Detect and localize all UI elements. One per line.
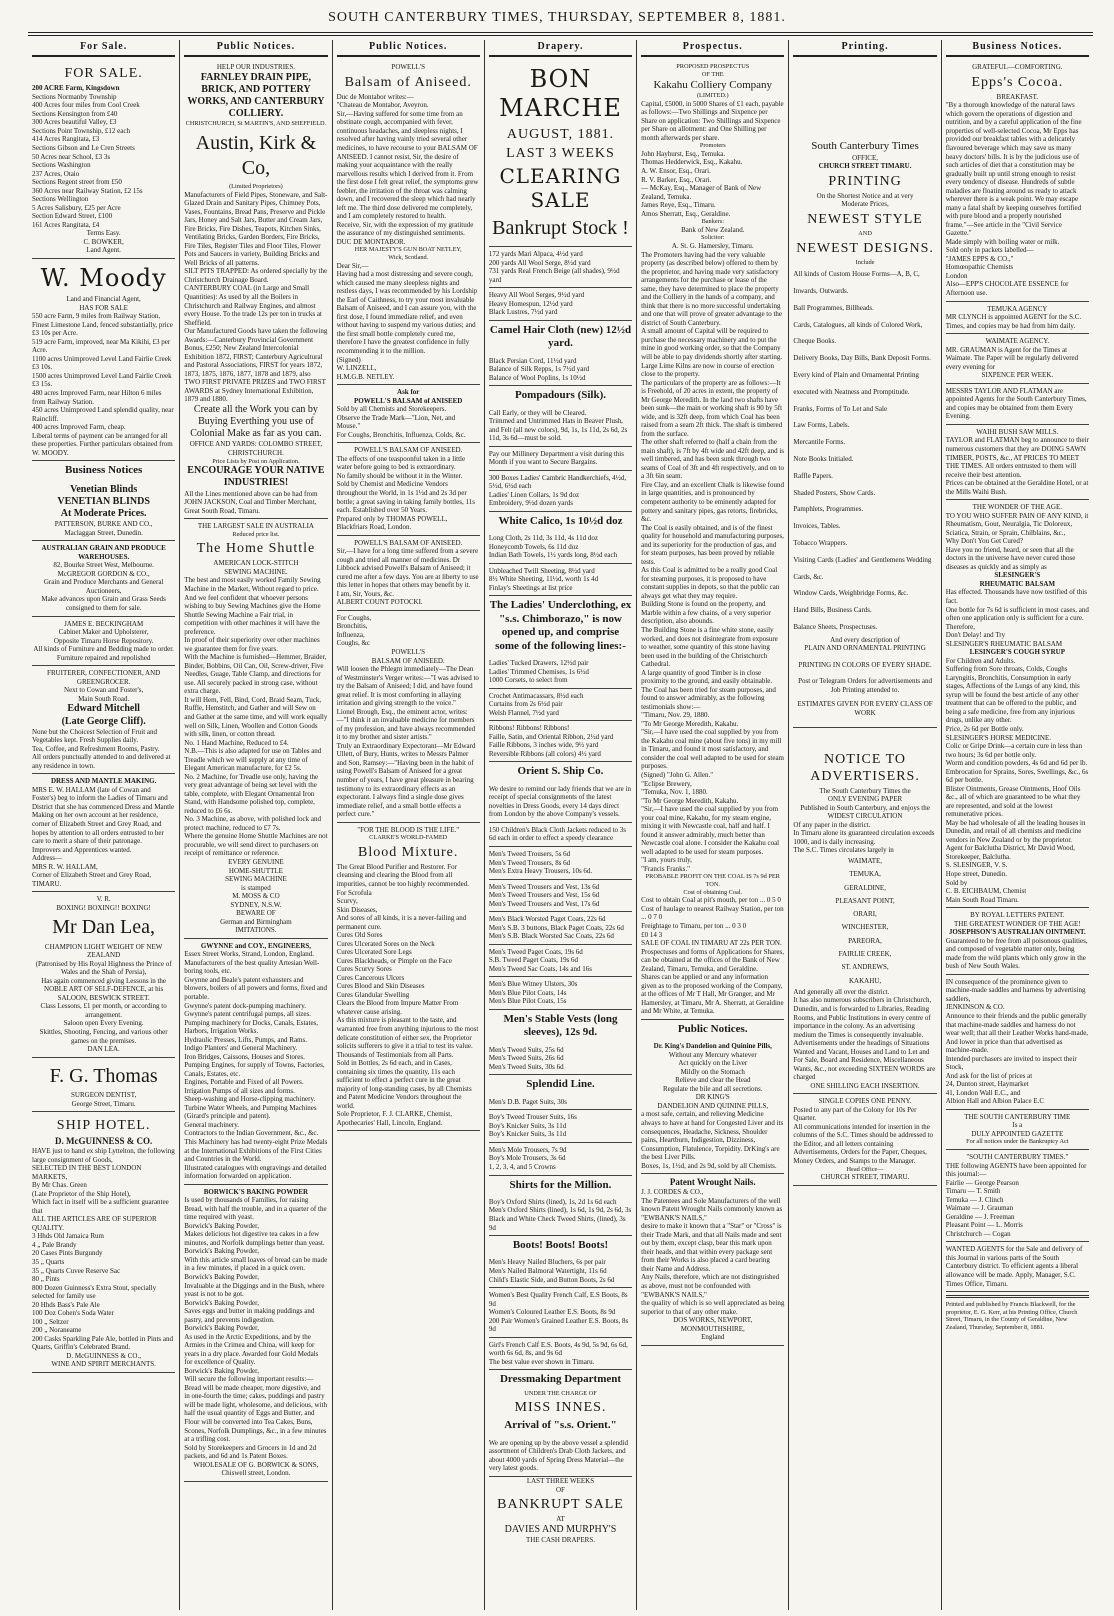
orient-title: Orient S. Ship Co. xyxy=(517,765,604,778)
dressmaking-title: Dressmaking Department xyxy=(499,1373,622,1386)
camel-hair: Camel Hair Cloth (new) 12½d yard. xyxy=(489,323,632,350)
clearing-sale: CLEARING SALE xyxy=(499,163,622,213)
mitchell-title: Edward Mitchell (Late George Cliff). xyxy=(61,703,146,727)
one-shilling: ONE SHILLING EACH INSERTION. xyxy=(810,1081,920,1090)
sct-agents-title: "SOUTH CANTERBURY TIMES." xyxy=(966,1153,1069,1162)
askfor-body: Sold by all Chemists and Storekeepers. Observe the Trade Mark—"Lion, Net, and Mouse." For Coughs, Bronchitis, Influenza, Colds, &c. xyxy=(336,405,466,439)
and-label: AND xyxy=(858,229,872,237)
sixpence: SIXPENCE PER WEEK. xyxy=(981,371,1054,380)
borwick-footer: WHOLESALE OF G. BORWICK & SONS, Chiswell street, London. xyxy=(193,1460,319,1478)
ladies-underclothing: The Ladies' Underclothing, ex "s.s. Chimborazo," is now opened up, and comprise some of the following lines:- xyxy=(489,599,632,652)
boots-body: Men's Heavy Nailed Bluchers, 6s per pair Men's Nailed Balmoral Watertight, 11s 6d Child's Elastic Side, and Button Boots, 2s 6d xyxy=(488,1258,615,1284)
for-sale-title: FOR SALE. xyxy=(64,66,143,82)
splendid-body: Men's D.B. Paget Suits, 30s xyxy=(488,1097,567,1106)
cough-syrup-title: LESINGER'S COUGH SYRUP xyxy=(969,648,1065,657)
agents-list: Fairlie — George Pearson Timaru — T. Smith Temuka — J. Clinch Waimate — J. Grauman Geraldine — J. Freeman Pleasant Point — L. Morris Christchurch — Cogan xyxy=(945,1178,1023,1238)
patent-nails-title: Patent Wrought Nails. xyxy=(669,1177,756,1188)
shirts-body: Boy's Oxford Shirts (lined), 1s, 2d 1s 6d each Men's Oxford Shirts (lined), 1s 6d, 1s 9d, 2s 6d, 3s Black and White Check Tweed Shirts, (lined), 3s 9d xyxy=(488,1197,632,1232)
capital-text: Capital, £5000, in 5000 Shares of £1 each, payable as follows:—Two Shillings and Sixpence per Share on application: Two Shillings and Sixpence per Share on allotment: and One Shilling per month afterwards per share. xyxy=(641,99,784,142)
top-rule-2 xyxy=(28,35,1093,36)
mens-trousers: Men's Tweed Trousers, 5s 6d Men's Tweed Trousers, 8s 6d Men's Extra Heavy Trousers, 10s 6d. xyxy=(488,850,593,876)
sct-gazette-title: THE SOUTH CANTERBURY TIME xyxy=(964,1112,1071,1121)
handkerchiefs: 300 Boxes Ladies' Cambric Handkerchiefs, 4½d, 5½d, 6½d each Ladies' Linen Collars, 1s 9d doz Embroidery, 9½d dozen yards xyxy=(488,473,627,508)
column-public-notices-2 xyxy=(332,40,484,1610)
waimate-agency: WAIMATE AGENCY. xyxy=(985,337,1050,346)
pompadours: Pompadours (Silk). xyxy=(514,389,607,402)
column-drapery xyxy=(484,40,636,1610)
mens-ulsters: Men's Blue Witney Ulsters, 30s Men's Blue Pilot Coats, 14s Men's Blue Pilot Coats, 15s xyxy=(488,980,578,1006)
boxing-head: V. R. BOXING! BOXING!! BOXING! xyxy=(56,895,151,912)
circulation-places: WAIMATE, TEMUKA, GERALDINE, PLEASANT POINT, ORARI, WINCHESTER, PAREORA, FAIRLIE CREEK, ST. ANDREWS, KAKAHU, xyxy=(835,856,895,985)
fruiterer-ad: FRUITERER, CONFECTIONER, AND GREENGROCER. Next to Cowan and Foster's, Main South Road. xyxy=(47,669,161,703)
moderate-prices: Moderate Prices, xyxy=(841,200,889,209)
bowker-terms: Terms Easy. C. BOWKER, Land Agent. xyxy=(83,229,124,255)
home-shuttle-body: The best and most easily worked Family Sewing Machine in the Market, Without regard to price. And we feel confident that whoever persons wishing to buy Sewing Machines give the Home Shuttle Sewing Machine a Fair trial, in competition with other machines it will have the preference. In proof of their superiority over other machines we guarantee them for five years. With the Machine is furnished—Hemmer, Braider, Binder, Bobbins, Oil Can, Oil, Screw-driver, Five Needles, Guage, Table Clamp, and directions for use. All securely packed in strong case, without extra charge. It will Hem, Fell, Bind, Cord, Braid Seam, Tuck, Ruffle, Hemstitch, and Gather and will Sew on and Gather at the same time, and will work equally well on Silk, Linen, Woollen and Cotton Goods with silk, linen, or cotton thread. No. 1 Hand Machine, Reduced to £4. N.B.—This is also adapted for use on Tables and Treadle which we will supply at any time of Elegant American manufacture, for £2 5s. No. 2 Machine, for Treadle use only, having the very great advantage of being set level with the table, complete, with Elegant Ornamental Iron Stand, with Handsome polished top, complete, reduced to £6 6s. No. 3 Machine, as above, with polished lock and protect machine, reduced to £7 7s. Where the genuine Home Shuttle Machines are not procurable, we will send direct to purchasers on receipt of remittance or reference. xyxy=(184,576,328,858)
proposed-prospectus: PROPOSED PROSPECTUS OF THE xyxy=(676,63,750,78)
drapery-list-3: Black Persian Cord, 11½d yard Balance of Silk Repps, 1s 7½d yard Balance of Wool Poplins, 1s 10½d xyxy=(488,356,590,382)
patent-nails-body: J. J. CORDES & CO., The Patentees and Sole Manufacturers of the well known Patent Wrought Nails commonly known as "EWBANK'S NAILS," desire to make it known that a "Star" or "Cross" is their Trade Mark, and that all Nails made and sent out by them, except clasp, bear this mark upon their heads, and that within every package sent from their Works is also placed a card bearing their Name and Address. Any Nails, therefore, which are not distinguished as above, must not be confounded with "EWBANK'S NAILS," the quality of which is so well appreciated as being superior to that of any other make. xyxy=(641,1188,785,1316)
prospectus-end: Prospectuses and forms of Applications for Shares, can be obtained at the offices of the Bank of New Zealand, Timaru, Temuka, and Geraldine. Shares can be applied or and any information given as to the proposed working of the Company, at the offices of Mr T Hall, Mr Granger, and Mr Hamersley, at Timaru, Mr A. Sherratt, at Geraldine and Mr White, at Temuka. xyxy=(641,947,785,1016)
temuka-body: MR CLYNCH is appointed AGENT for the S.C. Times, and copies may be had from him daily. xyxy=(945,313,1082,330)
widest-circulation: WIDEST CIRCULATION xyxy=(827,812,903,821)
danlea-title: Mr Dan Lea, xyxy=(52,916,155,939)
splendid-line: Splendid Line. xyxy=(526,1078,595,1091)
column-header: Business Notices. xyxy=(946,40,1089,57)
mcguinness-footer: D. McGUINNESS & CO., WINE AND SPIRIT MERCHANTS. xyxy=(51,1351,156,1369)
silt-body: SILT PITS TRAPPED: As ordered specially by the Christchurch Drainage Board. CANTERBURY COAL (in Large and Small Quantities): As used by all the Boilers in Christchurch and Railway Engines, and almost every House. To the trade 12s per ton in trucks at Sheffield. Our Manufactured Goods have taken the following Awards:—Canterbury Provincial Government Bonus, £250; New Zealand Intercolonial Exhibition 1872, FIRST; Canterbury Agricultural and Pastoral Associations, FIRST for years 1872, 1873, 1875, 1876, 1877, 1878 and 1879, also TWO FIRST PRIVATE PRIZES and TWO FIRST AWARDS at Sydney International Exhibition, 1879 and 1880. xyxy=(184,267,328,404)
notice-advertisers: NOTICE TO ADVERTISERS. xyxy=(810,751,920,784)
column-header: Public Notices. xyxy=(184,40,327,57)
royal-patent: BY ROYAL LETTERS PATENT. xyxy=(970,911,1065,920)
pompadours-body: Call Early, or they will be Cleared. Trimmed and Untrimmed Hats in Beaver Plush, and Felt (all new colors), 9d, 1s, 1s 11d, 2s 6d, 2s 11d, 3s 6d—must be sold. xyxy=(488,408,628,443)
taylor-flatman-timber: TAYLOR and FLATMAN beg to announce to their numerous customers that they are DOING SAWN TIMBER, POSTS, &c., AT PRICES TO MEET THE TIMES. All orders entrusted to them will receive their best attention. Prices can be obtained at the Geraldine Hotel, or at the Mills Waihi Bush. xyxy=(945,436,1089,496)
published-label: Published in South Canterbury, and enjoys the xyxy=(800,803,930,812)
girls-boots: Girl's French Calf E.S. Boots, 4s 9d, 5s 9d, 6s 6d, worth 6s 6d, 8s, and 9s 6d The best value ever shown in Timaru. xyxy=(488,1340,628,1366)
shirts-title: Shirts for the Million. xyxy=(509,1178,612,1191)
newest-designs: NEWEST DESIGNS. xyxy=(796,240,934,256)
balsam-4-body: Will loosen the Phlegm immediately—The Dean of Westminster's Verger writes:—"I was advised to try the Balsam of Aniseed; I did, and have found great relief. It is most comforting in allaying irritation and giving strength to the voice." Lionel Brough, Esq., the eminent actor, writes:—"I think it an invaluable medicine for members of my profession, and have always recommended it to my brother and sister artists." Truly an Extraordinary Expectorant—Mr Edward Ullett, of Bury, Hunts, writes to Messrs Palmer and Son, Ramsey:—"Having been in the habit of using Powell's Balsam of Aniseed for a great number of years, I have great pleasure in bearing testimony to its extraordinary effects as an expectorant. I always find a single dose gives immediate relief, and a small bottle effects a perfect cure." xyxy=(336,665,479,819)
king-body: Without any Mercury whatever Act quickly on the Liver Mildly on the Stomach Relieve and clear the Head Regulate the bile and all secretions. xyxy=(663,1050,763,1093)
column-for-sale xyxy=(28,40,179,1610)
austin-subtitle: (Limited Proprietors) xyxy=(229,182,283,190)
at-label: AT xyxy=(556,1515,565,1524)
sct-title: South Canterbury Times xyxy=(811,140,919,153)
womens-boots: Women's Best Quality French Calf, E.S Boots, 8s 9d Women's Coloured Leather E.S. Boots, 8s 9d 200 Pair Women's Grained Leather E.S. Boots, 8s 9d xyxy=(488,1291,629,1334)
mcguinness-body: HAVE just to hand ex ship Lyttelton, the following large consignment of Goods, SELECTED IN THE BEST LONDON MARKETS, By Mr Chas. Green (Late Proprietor of the Ship Hotel), Which fact in itself will be a sufficient guarantee that ALL THE ARTICLES ARE OF SUPERIOR QUALITY. xyxy=(32,1147,175,1232)
breakfast: BREAKFAST. xyxy=(996,92,1039,101)
balsam-4-title: POWELL'S BALSAM OF ANISEED. xyxy=(371,648,445,665)
column-header: Drapery. xyxy=(489,40,632,57)
waihi-saw-mills: WAIHI BUSH SAW MILLS. xyxy=(976,427,1059,436)
duly-appointed: DULY APPOINTED GAZETTE xyxy=(971,1129,1064,1138)
printing-items: All kinds of Custom House Forms—A, B, C, Inwards, Outwards. Ball Programmes, Billheads. Cards, Catalogues, all kinds of Colored Work, Cheque Books. Delivery Books, Day Bills, Bank Deposit Forms. Every kind of Plain and Ornamental Printing executed with Neatness and Promptitude. Franks, Forms of To Let and Sale Law Forms, Labels. Mercantile Forms. Note Books Initialed. Raffle Papers. Shaded Posters, Show Cards. Pamphlets, Programmes. Invoices, Tables. Tobacco Wrappers. Visiting Cards (Ladies' and Gentlemens Wedding Cards, &c. Window Cards, Weighbridge Forms, &c. Hand Bills, Business Cards. Balance Sheets, Prospectuses. xyxy=(793,270,932,632)
head-office: Head Office— xyxy=(846,1165,884,1173)
danlea-body: CHAMPION LIGHT WEIGHT OF NEW ZEALAND (Patronised by His Royal Highness the Prince of Wales and the Shah of Persia), Has again commenced giving Lessons in the NOBLE ART OF SELF-DEFENCE, at his SALOON, BESWICK STREET. Class Lessons, £1 per month, or according to arrangement. Saloon open Every Evening. Skittles, Shooting, Fencing, and various other games on the premises. DAN LEA. xyxy=(35,942,172,1054)
children-jackets: 150 Children's Black Cloth Jackets reduced to 3s 6d each in order to effect a speedy clearance xyxy=(488,825,626,843)
last-weeks: LAST 3 WEEKS xyxy=(506,145,615,161)
encourage-title: ENCOURAGE YOUR NATIVE INDUSTRIES! xyxy=(187,465,325,489)
plain-ornamental: PLAIN AND ORNAMENTAL PRINTING xyxy=(804,644,926,653)
moody-title: W. Moody xyxy=(40,263,167,292)
church-street: CHURCH STREET TIMARU. xyxy=(818,162,912,171)
patterson-ad: PATTERSON, BURKE AND CO., Maclaggan Street, Dunedin. xyxy=(54,520,153,537)
reduced-price: Reduced price list. xyxy=(232,530,280,538)
solicitor-heading: Solicitor: xyxy=(701,234,725,242)
waimate-body: MR. GRAUMAN is Agent for the Times at Waimate. The Paper will be regularly delivered every evening for xyxy=(945,345,1079,371)
greatest-wonder: THE GREATEST WONDER OF THE AGE! xyxy=(954,919,1081,928)
mens-paget: Men's Tweed Paget Coats, 19s 6d S.B. Tweed Paget Coats, 19s 6d Men's Tweed Sac Coats, 14s and 16s xyxy=(488,947,592,973)
august-date: AUGUST, 1881. xyxy=(506,126,615,142)
home-shuttle-subtitle: AMERICAN LOCK-STITCH SEWING MACHINE. xyxy=(213,559,299,576)
beckingham-ad: JAMES E. BECKINGHAM Cabinet Maker and Upholsterer, Opposite Timaru Horse Repository. All kinds of Furniture and Bedding made to order. Furniture repaired and repolished xyxy=(33,619,174,662)
is-a: Is a xyxy=(1012,1121,1023,1130)
profit-heading: PROBABLE PROFIT ON THE COAL IS 7s 9d PER TON. Cost of obtaining Coal. xyxy=(645,873,780,896)
balsam-2-title: POWELL'S BALSAM OF ANISEED. xyxy=(354,446,463,455)
acres-headline: 200 ACRE Farm, Kingsdown xyxy=(32,84,120,93)
mens-worsted: Men's Black Worsted Paget Coats, 22s 6d Men's S.B. 3 buttons, Black Paget Coats, 22s 6d Men's S.B. Black Worsted Sac Coats, 22s 6d xyxy=(488,915,624,941)
bankers-name: Bank of New Zealand. xyxy=(681,225,745,234)
balsam-3-title: POWELL'S BALSAM OF ANISEED. xyxy=(354,538,463,547)
footer-rule xyxy=(946,1295,1089,1298)
imprint: Printed and published by Francis Blackwell, for the proprietor, E. G. Kerr, at his Printing Office, Church Street, Timaru, in the County of Geraldine, New Zealand, Thursday, September 8, 1881. xyxy=(945,1301,1078,1332)
balsam-2-body: The effects of one teaspoonful taken in a little water before going to bed is extraordinary. No family should be without it in the Winter. Sold by Chemist and Medicine Vendors throughout the World, in 1s 1½d and 2s 3d per bottle; a great saving in taking family bottles, 11s each. Established over 50 Years. Prepared only by THOMAS POWELL, Blackfriars Road, London. xyxy=(336,454,475,532)
page-columns xyxy=(28,40,1093,1610)
taylor-flatman-agents: MESSRS TAYLOR AND FLATMAN are appointed Agents for the South Canterbury Times, and copies may be obtained from them Every Evening. xyxy=(945,386,1087,421)
netley-head: HER MAJESTY'S GUN BOAT NETLEY, Wick, Scotland. xyxy=(354,246,462,262)
business-notices-title: Business Notices xyxy=(64,464,143,477)
balsam-3-body: Sir,—I have for a long time suffered from a severe cough and tried all manner of medicines. Dr Libbock advised Powell's Balsam of Aniseed; it cured me after a few days. You are at liberty to use this letter in hopes that others may benefit by it. I am, Sir, Yours, &c. ALBERT COUNT POTOCKI. xyxy=(336,547,479,607)
single-copies: SINGLE COPIES ONE PENNY. xyxy=(818,1097,912,1106)
grateful: GRATEFUL—COMFORTING. xyxy=(972,63,1063,72)
column-business-notices xyxy=(941,40,1093,1610)
clarke-body: The Great Blood Purifier and Restorer. For cleansing and clearing the Blood from all impurities, cannot be too highly recommended. For Scrofula Scurvy, Skin Diseases, And sores of all kinds, it is a never-failing and permanent cure. Cures Old Sores Cures Ulcerated Sores on the Neck Cures Ulcerated Sore Legs Cures Blackheads, or Pimple on the Face Cures Scurvy Sores Cures Cancerous Ulcers Cures Blood and Skin Diseases Cures Glandular Swelling Clears the Blood from Impure Matter From whatever cause arising. As this mixture is pleasant to the taste, and warranted free from anything injurious to the most delicate constitution of either sex, the Proprietor solicits sufferers to give it a trial to test its value. Thousands of Testimonials from all Parts. Sold in Bottles, 2s 6d each, and in Cases, containing six times the quantity, 11s each sufficient to effect a perfect cure in the great majority of long-standing cases, by all Chemists and Patent Medicine Vendors throughout the world. xyxy=(336,862,479,1110)
limited-label: (LIMITED.) xyxy=(696,91,729,99)
dress-body: MRS E. W. HALLAM (late of Cowan and Foster's) beg to inform the Ladies of Timaru and District that she has commenced Dress and Mantle Making on her own account at her residence, corner of Elizabeth Street and Grey Road, and hopes by attention to all orders entrusted to her care to merit a share of their patronage. Improvers and Apprentices wanted. Address— MRS R. W. HALLAM, Corner of Elizabeth Street and Grey Road, TIMARU. xyxy=(32,785,175,888)
slesinger-body: Has effected. Thousands have now testified of this fact. One bottle for 7s 6d is sufficient in most cases, and often one application only is sufficient for a cure. Therefore, Don't Delay! and Try SLESINGER'S RHEUMATIC BALSAM xyxy=(945,588,1089,648)
profit-table: Cost to obtain Coal at pit's mouth, per ton ... 0 5 0 Cost of haulage to nearest Railway Station, per ton ... 0 7 0 Freightage to Timaru, per ton ... 0 3 0 £0 14 3 SALE OF COAL IN TIMARU AT 22s PER TON. xyxy=(641,896,784,948)
blood-mixture-title: Blood Mixture. xyxy=(358,844,459,860)
column-header: Public Notices. xyxy=(337,40,480,57)
printing-title: PRINTING xyxy=(828,173,902,189)
masthead: SOUTH CANTERBURY TIMES, THURSDAY, SEPTEMBER 8, 1881. xyxy=(328,10,786,25)
home-shuttle-title: The Home Shuttle xyxy=(196,541,316,557)
drapery-list-1: 172 yards Mari Alpaca, 4½d yard 200 yards All Wool Serge, 8½d yard 731 yards Real French Beige (all shades), 9½d yard xyxy=(488,250,620,284)
shortest-notice: On the Shortest Notice and at very xyxy=(816,191,914,200)
calico-body: Long Cloth, 2s 11d, 3s 11d, 4s 11d doz Honeycomb Towels, 6s 11d doz Indian Bath Towels, 1½ yards long, 8½d each xyxy=(488,534,618,560)
mitchell-body: None but the Choicest Selection of Fruit and Vegetables kept. Fresh Supplies daily. Tea, Coffee, and Refreshment Rooms, Pastry. All orders punctually attended to and delivered at any residence in town. xyxy=(32,727,171,770)
borwick-title: BORWICK'S BAKING POWDER xyxy=(203,1187,309,1196)
post-orders: Post or Telegram Orders for advertisements and Job Printing attended to. xyxy=(798,677,932,694)
under-charge: UNDER THE CHARGE OF xyxy=(524,1389,597,1397)
bankers-heading: Bankers: xyxy=(701,218,724,226)
boots-title: Boots! Boots! Boots! xyxy=(512,1239,609,1252)
colors-every-shade: PRINTING IN COLORS OF EVERY SHADE. xyxy=(798,660,932,669)
ship-hotel-title: SHIP HOTEL. xyxy=(56,1118,151,1134)
clarke-footer: Sole Proprietor, F. J. CLARKE, Chemist, Apothecaries' Hall, Lincoln, England. xyxy=(336,1110,453,1127)
josephson-body: Guaranteed to be free from all poisonous qualities, and composed of vegetable matter only, being made from the wild plants which only grow in the bush of New South Wales. xyxy=(945,936,1088,971)
bon-marche-title: BON MARCHE xyxy=(499,65,622,123)
wonder-body: TO YOU WHO SUFFER PAIN OF ANY KIND, it Rheumatism, Gout, Neuralgia, Tic Doloreux, Sciatica, Strain, or Sprain, Chilblains, &c., Why Don't You Get Cured? Have you no friend, heard, or seen that all the doctors in the universe have never cured those diseases as quickly and as simply as xyxy=(945,511,1089,571)
king-title: Dr. King's Dandelion and Quinine Pills, xyxy=(653,1042,772,1051)
top-rule xyxy=(28,32,1093,33)
balsam-title: Balsam of Aniseed. xyxy=(344,74,472,90)
austin-title: Austin, Kirk & Co, xyxy=(195,132,317,179)
column-prospectus xyxy=(636,40,788,1610)
office-yards: OFFICE AND YARDS: COLOMBO STREET, CHRISTCHURCH. xyxy=(189,440,323,457)
dress-title: DRESS AND MANTLE MAKING. xyxy=(50,777,157,786)
bankruptcy-act: For all notices under the Bankruptcy Act xyxy=(966,1138,1069,1146)
farnley-title: FARNLEY DRAIN PIPE, BRICK, AND POTTERY WORKS, AND CANTERBURY COLLIERY. xyxy=(187,71,325,120)
create-slogan: Create all the Work you can by Buying Everthing you use of Colonial Make as far as you can. xyxy=(190,403,322,440)
clarke-label: CLARKE'S WORLD-FAMED xyxy=(369,834,448,842)
prospectus-body: The Promoters having had the very valuable property (as described below) offered to them by the proprietor, and having made very satisfactory arrangements for the purchase or lease of the same, they have determined to place the property and the Colliery in the hands of a company, and think that there is no more successful undertaking and one that will prove of greater advantage to the district of South Canterbury. A small amount of Capital will be required to purchase the necessary machinery and to put the mine in good working order, so that the Company will be able to pay dividends shortly after starting. Large Lime Kilns are now in course of erection close to the property. The particulars of the property are as follows:—It is Freehold, of 20 acres in extent, the property of Mr George Meredith. In the land two shafts have been sunk—the main or working shaft is 90 by 5ft wide, and is 32ft deep, from which Coal has been raised from a seam 2ft thick. The shaft is timbered from the surface. The other shaft referred to (half a chain from the main shaft), is 7ft by 4ft wide and 42ft deep, and is well timbered, and has been sunk through two seams of Coal of 3ft and 4ft respectively, and on to a 3ft 6in seam. Fire Clay, and an excellent Chalk is likewise found in large quantities, and is pronounced by competent authority to be eminently adapted for pottery and sanitary pipes, gas retorts, firebricks, &c. The Coal is easily obtained, and is of the finest quality for household and manufacturing purposes, and its superiority for the production of gas, and for steam purposes, has been proved by reliable tests. As this Coal is admitted to be a really good Coal for steaming purposes, it is proposed to have constant supplies in depots, so that the public can always get what they may require. Building Stone is found on the property, and Marble within a few chains, of a very superior description, also abounds. The Building Stone is a fine white stone, easily worked, and does not disintegrate from exposure to weather, some quantity of this stone having been used in the building of the Christchurch Cathedral. A large quantity of good Timber is in close proximity to the ground, and easily obtainable. The Coal has been tried for steam purposes, and found to answer admirably, as the following testimonials show:— xyxy=(641,250,785,711)
temuka-agency: TEMUKA AGENCY xyxy=(987,304,1048,313)
thomas-title: F. G. Thomas xyxy=(49,1064,158,1087)
column-header: Prospectus. xyxy=(641,40,784,57)
netley-body: Dear Sir,— Having had a most distressing and severe cough, which caused me many sleepless nights and restless days, I was recommended by his Lordship the Earl of Caithness, to try your most invaluable Balsam of Aniseed, and I can assure you, with the first dose, I found immediate relief, and even without having to suspend my various duties; and the first small bottle completely cured me, therefore I have the greatest confidence in fully recommending it to the million. (Signed) W. LINZELL, H.M.G.B. NETLEY. xyxy=(336,261,478,381)
arrival-body: We are opening up by the above vessel a splendid assortment of Children's Drab Cloth Jackets, and about 4000 yards of Spring Dress Material—the very latest goods. xyxy=(488,1438,629,1473)
largest-sale: THE LARGEST SALE IN AUSTRALIA xyxy=(197,522,314,531)
venetian-ad: Venetian Blinds VENETIAN BLINDS At Moderate Prices. xyxy=(57,483,150,520)
austin-body: Manufacturers of Field Pipes, Stoneware, and Salt-Glazed Drain and Sanitary Pipes, Chimney Pots, Vases, Fountains, Bread Pans, Preserve and Pickle Jars, Honey and Salt Jars, Butter and Cream Jars, Fire Bricks, Fire Dishes, Teapots, Kitchen Sinks, Ventilating Bricks, Garden Borders, Fire Bricks, Fire Tiles, Register Tiles and Floor Tiles, Flower Pots and Saucers in variety, Building Bricks and Well Bricks of all patterns. xyxy=(184,190,328,267)
crochet: Crochet Antimacassars, 8½d each Curtains from 2s 6½d pair Welsh Flannel, 7½d yard xyxy=(488,691,584,717)
grain-title: AUSTRALIAN GRAIN AND PRODUCE WAREHOUSES. xyxy=(41,544,166,561)
solicitor-name: A. St. G. Hamersley, Timaru. xyxy=(671,242,754,251)
miss-innes: MISS INNES. xyxy=(514,1400,607,1416)
arrival-title: Arrival of "s.s. Orient." xyxy=(504,1419,617,1432)
office-label: OFFICE, xyxy=(852,153,878,162)
moody-list: 550 acre Farm, 9 miles from Railway Station, Finest Limestone Land, fenced substantially, price £3 10s per Acre. 519 acre Farm, improved, near Ma Kikihi, £3 per Acre. 1100 acres Unimproved Level Land Fairlie Creek £3 10s. 1500 acres Unimproved Level Land Fairlie Creek £3 15s. 480 acres Improved Farm, near Hilton 6 miles from Railway Station. 450 acres Unimproved Land splendid quality, near Raincliff. 400 acres Improved Farm, cheap. xyxy=(32,312,174,432)
promoters-list: John Hayhurst, Esq., Temuka. Thomas Hedderwick, Esq., Kakahu. A. W. Ensor, Esq., Orari. R. V. Barker, Esq., Orari. — McKay, Esq., Manager of Bank of New Zealand, Temuka. James Reye, Esq., Timaru. Amos Sherratt, Esq., Geraldine. xyxy=(641,149,762,218)
borwick-body: Is used by thousands of Families, for raising Bread, with half the trouble, and in a quarter of the time required with yeast. Borwick's Baking Powder, Makes delicious hot digestive tea cakes in a few minutes, and Norfolk dumplings better than yeast. Borwick's Baking Powder, With this article small loaves of bread can be made in a few minutes, if placed in a quick oven. Borwick's Baking Powder, Invaluable at the Diggings and in the Bush, where yeast is not to be got. Borwick's Baking Powder, Saves eggs and butter in making puddings and pastry, and prevents indigestion. Borwick's Baking Powder, As used in the Arctic Expeditions, and by the Armies in the Crimea and China, will keep for years in a dry place. Awarded four Gold Medals for excellence of Quality. Borwick's Baking Powder, Will secure the following important results:—Bread will be made cheaper, more digestive, and in one-fourth the time; cakes, puddings and pastry will be made light, wholesome, and delicious, with half the usual quantity of Eggs and Butter, and Flour will be converted into Tea Cakes, Buns, Scones, Norfolk Dumplings, &c., in a few minutes at a trifling cost. Sold by Storekeepers and Grocers in 1d and 2d packets, and 6d and 1s Patent Boxes. xyxy=(184,1196,328,1461)
thomas-body: SURGEON DENTIST, George Street, Timaru. xyxy=(71,1091,137,1108)
acres-list: Sections Normanby Township 400 Acres four miles from Cool Creek Sections Kensington from £40 300 Acres beautiful Valley, £3 Sections Point Township, £12 each 414 Acres Rangitata, £3 Sections Gibson and Le Cren Streets 50 Acres near School, £3 3s Sections Washington 237 Acres, Otaio Sections Regent street from £50 360 Acres near Railway Station, £2 15s Sections Wellington 5 Acres Salisbury, £25 per Acre Section Edward Street, £100 161 Acres Rangitata, £4 xyxy=(32,92,143,229)
balsam-4-list: For Coughs, Bronchitis, Influenza, Coughs, &c xyxy=(336,613,372,648)
head-office-address: CHURCH STREET, TIMARU. xyxy=(820,1173,910,1182)
column-printing xyxy=(788,40,940,1610)
bankrupt-stock: Bankrupt Stock ! xyxy=(492,216,629,239)
farnley-subtitle: CHRISTCHURCH, St MARTIN'S, AND SHEFFIELD. xyxy=(185,120,327,128)
stable-vests: Men's Stable Vests (long sleeves), 12s 9d. xyxy=(503,1012,618,1039)
grain-body: 82, Bourke Street West, Melbourne. McGREGOR GORDON & CO., Grain and Produce Merchants and General Auctioneers, Make advances upon Grain and Grass Seeds consigned to them for sale. xyxy=(41,561,166,612)
single-body: Posted to any part of the Colony for 10s Per Quarter. All communications intended for insertion in the columns of the S.C. Times should be addressed to the Editor, and all letters containing Advertisements, Orders for the Paper, Cheques, Money Orders, and Stamps to the Manager. xyxy=(793,1105,934,1166)
moody-subtitle: Land and Financial Agent, HAS FOR SALE xyxy=(66,295,141,312)
drapery-list-2: Heavy All Wool Serges, 9½d yard Heavy Homespun, 12½d yard Black Lustres, 7½d yard xyxy=(488,291,585,317)
josephson-title: JOSEPHSON'S AUSTRALIAN OINTMENT. xyxy=(948,928,1086,937)
price-lists: Price Lists by Post on Application. xyxy=(212,457,300,465)
mcguinness-list: 3 Hhds Old Jamaica Rum 4 „ Pale Brandy 20 Cases Pints Burgundy 35 „ Quarts 35 „ Quarts Cuvee Reserve Sac 80 „ Pints 800 Dozen Guinness's Extra Stout, specially selected for family use 20 Hhds Bass's Pale Ale 100 Doz Cohen's Soda Water 100 „ Seltzer 200 „ Noraneame 200 Casks Sparkling Pale Ale, bottled in Pints and Quarts, Griffin's Celebrated Brand. xyxy=(32,1232,173,1352)
mens-trousers-vest: Men's Tweed Trousers and Vest, 13s 6d Men's Tweed Trousers and Vest, 15s 6d Men's Tweed Trousers and Vest, 17s 6d xyxy=(488,882,600,908)
king-2-body: a most safe, certain, and relieving Medicine always to have at hand for Congested Liver and its consequences, Headache, Sickness, Shoulder pains, Heartburn, Indigestion, Dizziness, Consumption, Flatulence, Torpidity. DrKing's are the best Liver Pills. Boxes, 1s, 1½d, and 2s 9d, sold by all Chemists. xyxy=(641,1110,784,1170)
promoters-heading: Promoters xyxy=(699,142,726,150)
column-public-notices-1 xyxy=(179,40,331,1610)
powells-label: POWELL'S xyxy=(391,63,425,72)
every-description: And every description of xyxy=(830,635,900,644)
circulation-text: Of any paper in the district. In Timaru alone its guaranteed circulation exceeds 1000, and is daily increasing. The S.C. Times circulates largely in xyxy=(793,820,935,855)
notice-body: The South Canterbury Times the xyxy=(819,786,911,795)
blood-slogan: "FOR THE BLOOD IS THE LIFE." xyxy=(357,825,460,834)
epps-title: Epps's Cocoa. xyxy=(971,74,1064,90)
king-2-title: DR KING'S DANDELION AND QUININE PILLS, xyxy=(657,1093,769,1110)
only-evening: ONLY EVENING PAPER xyxy=(827,795,903,804)
last-three-weeks: LAST THREE WEEKS OF xyxy=(526,1476,595,1494)
dos-works: DOS WORKS, NEWPORT, MONMOUTHSHIRE, England xyxy=(673,1316,753,1342)
cough-syrup-body: For Children and Adults. Suffering from Sore throats, Colds, Coughs Laryngitis, Bronchitis, Consumption in early stages, Affections of the Lungs of any kind, this syrup will be found the best article of any other treatment that can be offered to the public, and being a safe medicine, free from any injurious drugs, unlike any other. Price, 2s 6d per Bottle only. SLESINGER'S HORSE MEDICINE. Colic or Gripe Drink—a certain cure in less than two hours; 3s 6d per bottle only. Worm and condition powders, 4s 6d and 6d per lb. Embrocation for Sprains, Sores, Swellings, &c., 6s 6d per bottle. Blister Ointments, Grease Ointments, Hoof Oils &c., all of which are guaranteed to be what they are represented, and sold at the lowest remunerative prices. May be had wholesale of all the leading houses in Dunedin, and retail of all chemists and medicine vendors in New Zealand or by the proprietor. Agent for Balclutha District, Mr David Wood, Storekeeper, Balclutha. S. SLESINGER, V. S. Hope street, Dunedin. Sold by C. B. EICHBAUM, Chemist Main South Road Timaru. xyxy=(945,656,1089,904)
sheeting: Unbleached Twill Sheeting, 8½d yard 8½ White Sheeting, 11½d, worth 1s 4d Finlay's Sheetings at list price xyxy=(488,566,599,592)
gwynne-title: GWYNNE and COY., ENGINEERS, xyxy=(200,941,312,950)
wanted-agents: WANTED AGENTS for the Sale and delivery of this Journal in various parts of the South Canterbury district. To efficient agents a liberal allowance will be made. Apply, Manager, S.C. Times Office, Timaru. xyxy=(945,1245,1083,1288)
orient-body: We desire to remind our lady friends that we are in receipt of special consignments of the latest novelties in Dress Goods, every 14 days direct from London by the above Company's vessels. xyxy=(488,784,631,819)
epps-body: "By a thorough knowledge of the natural laws which govern the operations of digestion and nutrition, and by a careful application of the fine properties of well-selected Cocoa, Mr Epps has provided our breakfast tables with a delicately flavoured beverage which may save us many heavy doctors' bills. It is by the judicious use of such articles of diet that a constitution may be gradually built up until strong enough to resist every tendency of disease. Hundreds of subtle maladies are floating around us ready to attack wherever there is a weak point. We may escape many a fatal shaft by keeping ourselves fortified with pure blood and a properly nourished frame."—See article in the "Civil Service Gazette." Made simply with boiling water or milk. Sold only in packets labelled— "JAMES EPPS & CO.," Homœopathic Chemists London Also—EPP'S CHOCOLATE ESSENCE for Afternoon use. xyxy=(945,101,1082,298)
ladies-body: Ladies' Tucked Drawers, 12½d pair Ladies' Trimmed Chemises, 1s 6½d 1000 Corsets, to select from xyxy=(488,659,589,685)
ribbons: Ribbons! Ribbons! Ribbons! Faille, Satin, and Oriental Ribbon, 2½d yard Faille Ribbons, 3 inches wide, 9½ yard Reversible Ribbons (all colors) 4½ yard xyxy=(488,724,614,758)
moody-footer: Liberal terms of payment can be arranged for all these properties. Further particulars obtained from W. MOODY. xyxy=(32,431,173,457)
millinery-note: Pay our Millinery Department a visit during this Month if you want to Secure Bargains. xyxy=(488,449,624,467)
genuine-notice: EVERY GENUINE HOME-SHUTTLE SEWING MACHINE is stamped M. MOSS & CO SYDNEY, N.S.W. BEWARE OF German and Birmingham IMITATIONS. xyxy=(220,858,292,935)
boys-suits: Boy's Tweed Trouser Suits, 16s Boy's Knicker Suits, 3s 11d Boy's Knicker Suits, 3s 11d xyxy=(488,1113,577,1139)
gwynne-body: Essex Street Works, Strand, London, England. Manufacturers of the best quality Artesian Well-boring tools, etc. Gwynne and Beale's patent exhausters and blowers, boilers of all powers and forms, fixed and portable. Gwynne's patent dock-pumping machinery. Gwynne's patent centrifugal pumps, all sizes. Pumping machinery for Docks, Canals, Estates, Harbors, Irrigation Works. Hydraulic Presses, Lifts, Pumps, and Rams. Indigo Planters' and General Machinery. Iron Bridges, Caissons, Houses and Stores. Pumping Engines, for supply of Towns, Factories, Canals, Estates, etc. Engines, Portable and Fixed of all Powers. Irrigation Pumps of all sizes and forms. Sheep-washing and Horse-clipping machinery. Turbine Water Wheels, and Pumping Machines (Girard's principle and patent). General machinery. Contractors to the Indian Government, &c., &c. This Machinery has had twenty-eight Prize Medals at the International Exhibitions of the First Cities and Countries in the World. Illustrated catalogues with engravings and detailed information forwarded on application. xyxy=(184,950,328,1181)
public-notices-subhead: Public Notices. xyxy=(677,1022,748,1035)
davies-murphy: DAVIES AND MURPHY'S xyxy=(504,1523,617,1535)
include-label: Include xyxy=(855,258,875,266)
mole-trousers: Men's Mole Trousers, 7s 9d Boy's Mole Trousers, 3s 6d 1, 2, 3, 4, and 5 Crowns xyxy=(488,1145,567,1171)
column-header: Printing. xyxy=(793,40,936,57)
cash-drapers: THE CASH DRAPERS. xyxy=(525,1535,595,1544)
slesinger-balsam: SLESINGER'S RHEUMATIC BALSAM xyxy=(979,571,1056,588)
mcguinness-title: D. McGUINNESS & CO. xyxy=(55,1136,153,1147)
askfor-title: Ask for POWELL'S BALSAM of ANISEED xyxy=(354,388,463,405)
wonder-of-age: THE WONDER OF THE AGE. xyxy=(972,503,1063,512)
jenkinson-ad: IN consequence of the prominence given to machine-made saddles and harness by advertising saddlers, JENKINSON & CO. Announce to their friends and the public generally that machine-made saddles and harness do not wear well; that all their Leather Works hand-made, And lower in price than that advertised as machine-made. Intended purchasers are invited to inspect their Stock, And ask for the list of prices at 24, Dunton street, Haymarket 41, London Wall E.C., and Albion Hall and Albion Palace E.C xyxy=(945,977,1089,1106)
encourage-body: All the Lines mentioned above can be had from JOHN JACKSON, Coal and Timber Merchant, Great South Road, Timaru. xyxy=(184,489,318,515)
newest-style: NEWEST STYLE xyxy=(807,211,923,227)
bankrupt-sale: BANKRUPT SALE xyxy=(497,1497,624,1513)
testimonial-allen: "Timaru, Nov. 29, 1880. "To Mr George Meredith, Kakahu. "Sir,—I have used the coal supplied by you from the Kakahu coal mine (about five tons) in my mill in Timaru, and found it most satisfactory, and consider the coal well adapted to be used for steam purposes. (Signed) "John G. Allen." xyxy=(641,711,784,779)
circulation-text-2: And generally all over the district. It has also numerous subscribers in Christchurch, Dunedin, and is forwarded to Libraries, Reading Rooms, and Public Institutions in every centre of importance in the colony. As an advertising medium the Times is consequently invaluable. Advertisements under the headings of Situations Wanted and Vacant, Houses and Land to Let and For Sale, Board and Residence, Miscellaneous Wants, &c., not exceeding SIXTEEN WORDS are charged xyxy=(793,987,936,1082)
help-industries: HELP OUR INDUSTRIES. xyxy=(216,63,295,72)
agents-intro: THE following AGENTS have been appointed for this journal:— xyxy=(945,1161,1087,1179)
mens-suits: Men's Tweed Suits, 25s 6d Men's Tweed Suits, 26s 6d Men's Tweed Suits, 30s 6d xyxy=(488,1045,564,1071)
white-calico: White Calico, 1s 10½d doz xyxy=(498,514,623,527)
kakahu-title: Kakahu Colliery Company xyxy=(653,78,773,91)
balsam-body: Duc de Montabor writes:— "Chateau de Montabor, Aveyron. Sir,—Having suffered for some time from an obstinate cough, accompanied with fever, continuous headaches, and sleepless nights, I resolved after having vainly tried several other medicines, to have recourse to your BALSAM OF ANISEED. I cannot resist, Sir, the desire of making your acquaintance with the really marvellous results which I derived from it. From the first dose I felt great relief, the symptoms grew feebler, the irritation of the throat was calming down, and I recovered the sleep which had nearly left me. The third dose delivered me completely, and I am completely restored to health. Receive, Sir, with the expression of my gratitude the assurance of my distinguished sentiments. DUC DE MONTABOR. xyxy=(336,92,479,246)
estimates: ESTIMATES GIVEN FOR EVERY CLASS OF WORK xyxy=(797,700,933,718)
column-header: For Sale. xyxy=(32,40,175,57)
testimonial-franks: "Eclipse Brewery, "Temuka, Nov. 1, 1880. "To Mr George Meredith, Kakahu. "Sir,—I have used the coal supplied by you from your coal mine, Kakahu, for my steam engine, mixing it with Newcastle coal, half and half. I found it answer admirably, much better than Newcastle coal alone. I consider the Kakahu coal well adapted to be used for steam purposes. "I am, yours truly, "Francis Franks." xyxy=(641,779,780,873)
